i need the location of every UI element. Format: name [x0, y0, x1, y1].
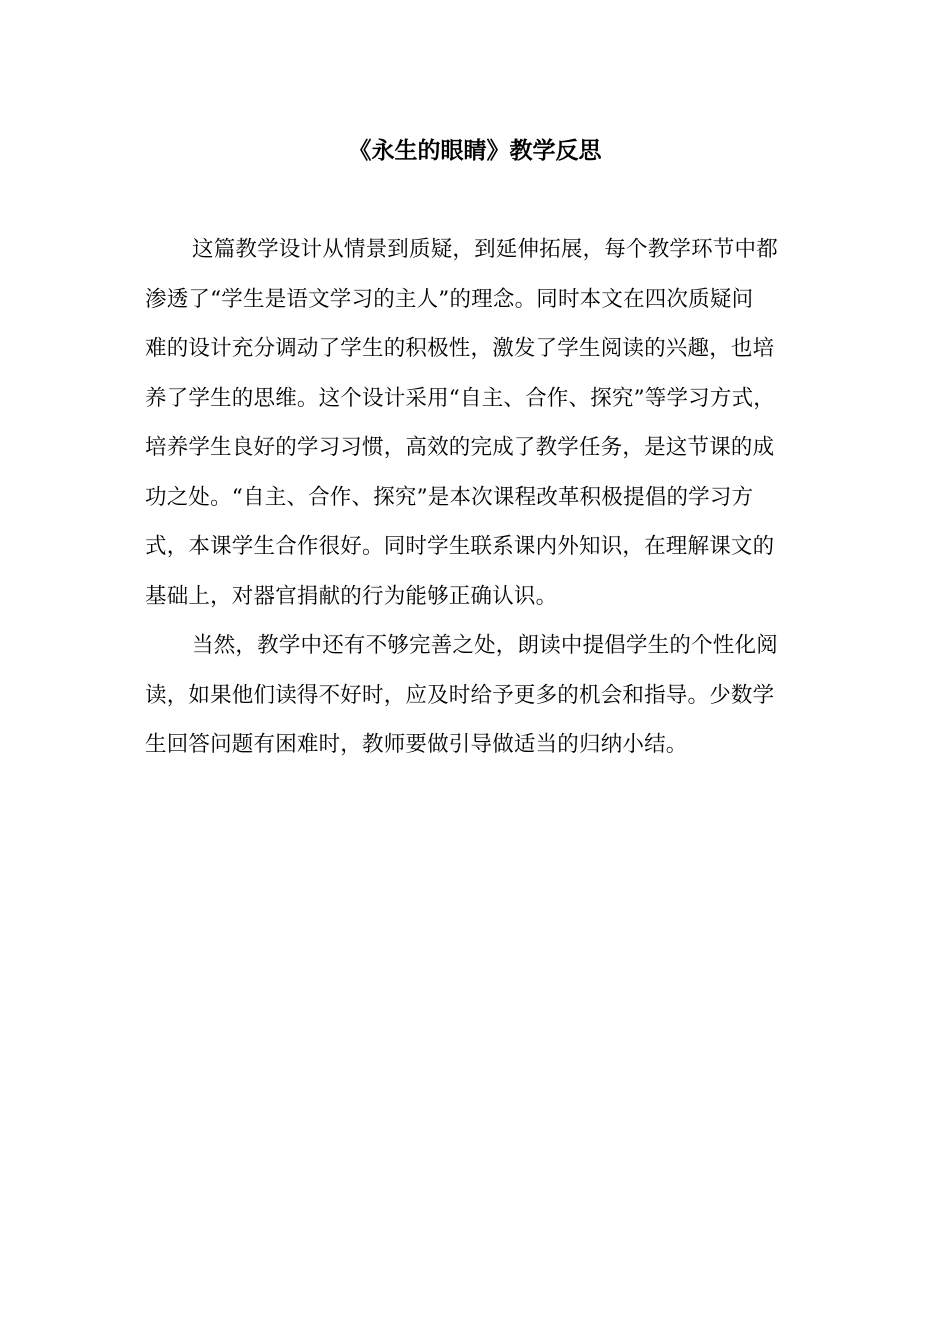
paragraph-1-line-2: 渗透了“学生是语文学习的主人”的理念。同时本文在四次质疑问: [145, 286, 754, 312]
paragraph-1-line-7: 式，本课学生合作很好。同时学生联系课内外知识，在理解课文的: [145, 534, 775, 559]
paragraph-2-line-3: 生回答问题有困难时，教师要做引导做适当的归纳小结。: [145, 732, 688, 757]
paragraph-1-line-3: 难的设计充分调动了学生的积极性，激发了学生阅读的兴趣，也培: [145, 336, 775, 361]
paragraph-2-line-2: 读，如果他们读得不好时，应及时给予更多的机会和指导。少数学: [145, 682, 775, 708]
document-title: 《永生的眼睛》教学反思: [348, 138, 602, 164]
paragraph-1-line-6: 功之处。“自主、合作、探究”是本次课程改革积极提倡的学习方: [145, 484, 754, 510]
paragraph-1-line-1: 这篇教学设计从情景到质疑，到延伸拓展，每个教学环节中都: [192, 237, 778, 262]
document-body: [145, 232, 810, 777]
paragraph-1-line-5: 培养学生良好的学习习惯，高效的完成了教学任务，是这节课的成: [145, 435, 775, 460]
paragraph-2-line-1: 当然，教学中还有不够完善之处，朗读中提倡学生的个性化阅: [192, 633, 778, 658]
paragraph-1-line-8: 基础上，对器官捐献的行为能够正确认识。: [145, 583, 558, 609]
paragraph-1-line-4: 养了学生的思维。这个设计采用“自主、合作、探究”等学习方式，: [145, 385, 775, 411]
